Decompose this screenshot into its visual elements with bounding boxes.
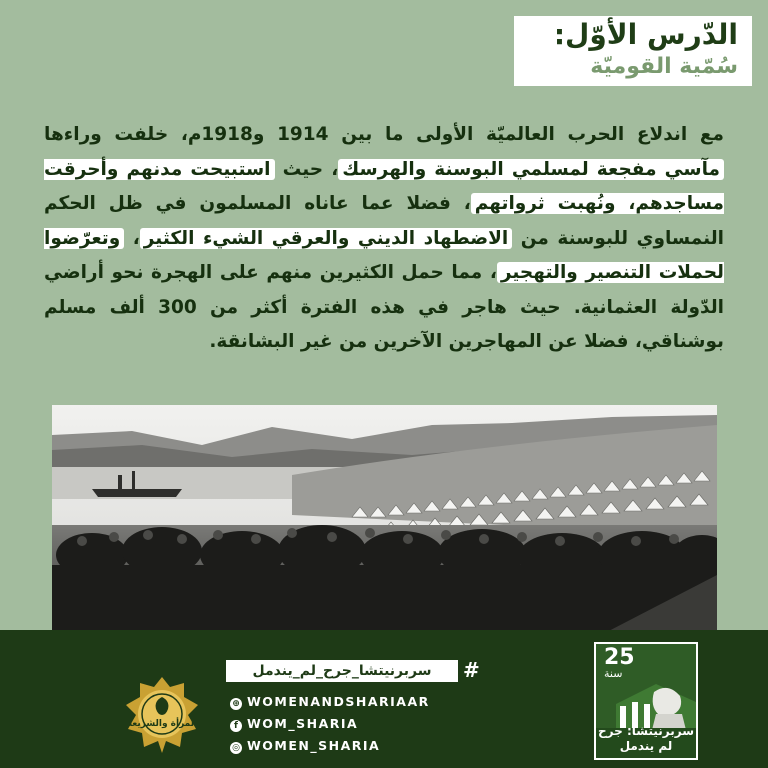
- social-link-facebook[interactable]: [230, 716, 358, 732]
- text-segment: ، فضلا عما عاناه المسلمون في ظل الحكم النمساوي للبوسنة من: [44, 193, 725, 249]
- text-segment: ،: [124, 227, 140, 249]
- social-handle: WOMEN_SHARIA: [247, 738, 381, 753]
- social-link-instagram[interactable]: [230, 738, 380, 754]
- anniversary-badge: [594, 642, 698, 760]
- hashtag-label: سربرنيتشا_جرح_لم_يندمل: [226, 660, 458, 682]
- historical-photo: [52, 405, 717, 650]
- social-handle: WOM_SHARIA: [247, 716, 359, 731]
- text-segment: مع اندلاع الحرب العالميّة الأولى ما بين 1914 و1918م، خلفت وراءها: [44, 124, 724, 145]
- highlighted-phrase: استبيحت مدنهم وأحرقت مساجدهم، ونُهبت ثرواتهم: [44, 158, 724, 214]
- emblem-icon: [124, 675, 200, 753]
- organization-logo: [124, 675, 200, 753]
- organization-name: المرأة والشريعة: [126, 719, 198, 729]
- instagram-icon: ◎: [230, 742, 242, 754]
- anniversary-number: 25: [604, 645, 635, 670]
- highlighted-phrase: الاضطهاد الديني والعرقي الشيء الكثير: [140, 228, 512, 249]
- facebook-icon: f: [230, 720, 242, 732]
- lesson-subtitle: سُمّية القوميّة: [590, 54, 738, 79]
- lesson-title: الدّرس الأوّل:: [553, 18, 738, 51]
- text-segment: ، مما حمل الكثيرين منهم على الهجرة نحو أراضي الدّولة العثمانية. حيث هاجر في هذه الفترة أكثر من 300 ألف مسلم بوشناقي، فضلا عن المهاجرين الآخرين من غير البشانقة.: [44, 262, 724, 352]
- highlighted-phrase: مآسي مفجعة لمسلمي البوسنة والهرسك: [338, 159, 724, 180]
- social-link-web[interactable]: [230, 694, 430, 710]
- text-segment: ، حيث: [274, 158, 339, 180]
- article-paragraph: [44, 118, 724, 360]
- anniversary-unit: سنة: [604, 667, 623, 680]
- web-icon: ⊕: [230, 698, 242, 710]
- badge-caption: سربرنيتشا: جرح لم يندمل: [598, 724, 694, 753]
- social-handle: WOMENANDSHARIAAR: [247, 694, 430, 709]
- lesson-title-box: [514, 16, 752, 86]
- hash-symbol: #: [463, 658, 480, 682]
- highlighted-phrase: وتعرّضوا لحملات التنصير والتهجير: [44, 227, 725, 283]
